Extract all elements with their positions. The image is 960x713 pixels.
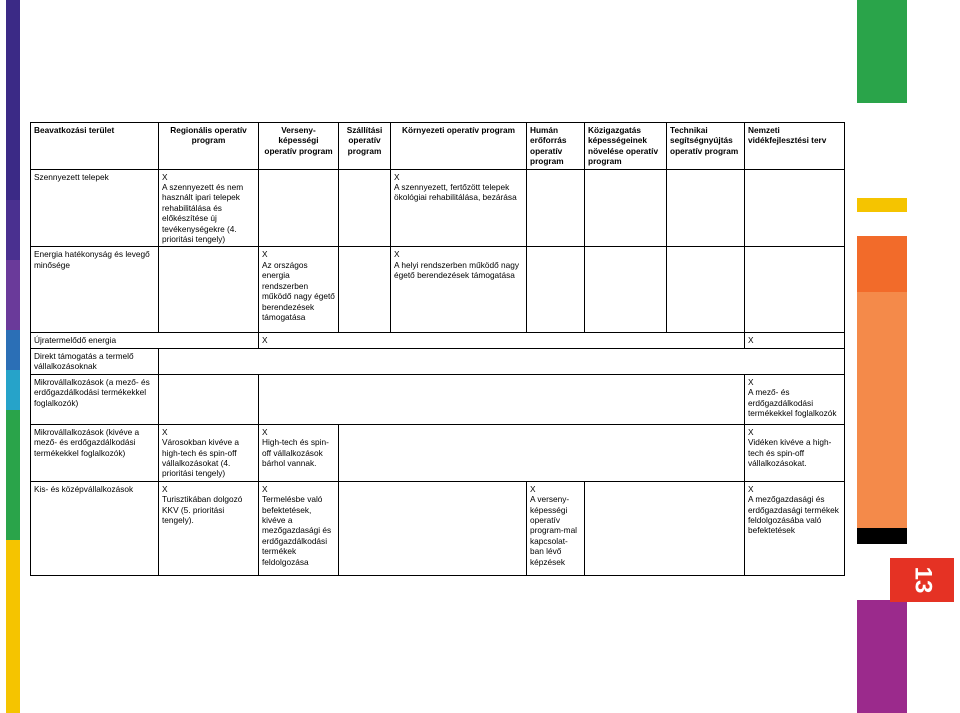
- left-bar-segment: [6, 260, 20, 330]
- cell-regional: X Turisztikában dolgozó KKV (5. prioritási tengely).: [159, 481, 259, 575]
- cell-competitiveness: X Termelésbe való befektetések, kivéve a mezőgazdasági és erdőgazdálkodási termékek feldolgozása: [259, 481, 339, 575]
- right-bar-segment: [857, 600, 907, 713]
- left-bar-segment: [6, 540, 20, 713]
- header-technical: Technikai segítségnyújtás operatív program: [667, 123, 745, 170]
- cell-empty: [745, 169, 845, 247]
- cell-empty: [259, 374, 745, 424]
- header-human: Humán erőforrás operatív program: [527, 123, 585, 170]
- cell-rural: X A mező- és erdőgazdálkodási termékekkel foglalkozók: [745, 374, 845, 424]
- header-area: Beavatkozási terület: [31, 123, 159, 170]
- cell-competitiveness: X: [259, 333, 745, 348]
- right-bar-segment: [857, 198, 907, 212]
- cell-regional: X Városokban kivéve a high-tech és spin-off vállalkozásokat (4. prioritási tengely): [159, 424, 259, 481]
- header-competitiveness: Verseny-képességi operatív program: [259, 123, 339, 170]
- table-row: [31, 247, 845, 333]
- row-area: Kis- és középvállalkozások: [31, 481, 159, 575]
- cell-rural: X Vidéken kivéve a high-tech és spin-off vállalkozásokat.: [745, 424, 845, 481]
- left-bar-segment: [6, 0, 20, 200]
- row-area: Mikrovállalkozások (a mező- és erdőgazdálkodási termékekkel foglalkozók): [31, 374, 159, 424]
- cell-environment: X A szennyezett, fertőzött telepek ökológiai rehabilitálása, bezárása: [391, 169, 527, 247]
- cell-empty: [745, 348, 845, 374]
- cell-empty: [339, 424, 745, 481]
- cell-rural: X: [745, 333, 845, 348]
- left-bar-segment: [6, 370, 20, 410]
- table-row: [31, 374, 845, 424]
- cell-empty: [159, 247, 259, 333]
- cell-empty: [527, 247, 585, 333]
- cell-empty: [585, 169, 667, 247]
- right-bar-segment: [857, 103, 907, 198]
- cell-empty: [667, 169, 745, 247]
- cell-empty: [585, 481, 745, 575]
- row-area: Mikrovállalkozások (kivéve a mező- és erdőgazdálkodási termékekkel foglalkozók): [31, 424, 159, 481]
- header-rural: Nemzeti vidékfejlesztési terv: [745, 123, 845, 170]
- header-transport: Szállítási operatív program: [339, 123, 391, 170]
- left-bar-segment: [6, 410, 20, 540]
- header-environment: Környezeti operatív program: [391, 123, 527, 170]
- table-header-row: [31, 123, 845, 170]
- cell-empty: [667, 247, 745, 333]
- cell-competitiveness: X High-tech és spin-off vállalkozások bárhol vannak.: [259, 424, 339, 481]
- table-row: [31, 481, 845, 575]
- cell-empty: [339, 481, 527, 575]
- row-area: Energia hatékonyság és levegő minősége: [31, 247, 159, 333]
- right-bar-segment: [857, 292, 907, 528]
- table-row: [31, 169, 845, 247]
- right-bar-segment: [857, 212, 907, 236]
- cell-empty: [585, 247, 667, 333]
- table-row: [31, 333, 845, 348]
- left-bar-segment: [6, 200, 20, 260]
- cell-rural: X A mezőgazdasági és erdőgazdasági termékek feldolgozásába való befektetések: [745, 481, 845, 575]
- header-admin: Közigazgatás képességeinek növelése operatív program: [585, 123, 667, 170]
- cell-empty: [527, 169, 585, 247]
- cell-human: X A verseny-képességi operatív program-mal kapcsolat-ban lévő képzések: [527, 481, 585, 575]
- cell-empty: [339, 169, 391, 247]
- row-area: Újratermelődő energia: [31, 333, 259, 348]
- cell-competitiveness: X Az országos energia rendszerben működő nagy égető berendezések támogatása: [259, 247, 339, 333]
- cell-empty: [259, 169, 339, 247]
- cell-empty: [159, 348, 745, 374]
- page-number-tab: [890, 558, 954, 602]
- row-area: Direkt támogatás a termelő vállalkozásoknak: [31, 348, 159, 374]
- cell-empty: [339, 247, 391, 333]
- right-bar-segment: [857, 528, 907, 544]
- right-bar-segment: [857, 236, 907, 292]
- cell-regional: X A szennyezett és nem használt ipari telepek rehabilitálása és előkészítése új tevékenységekre (4. prioritási tengely): [159, 169, 259, 247]
- cell-empty: [159, 374, 259, 424]
- row-area: Szennyezett telepek: [31, 169, 159, 247]
- header-regional: Regionális operatív program: [159, 123, 259, 170]
- page-number: 13: [908, 566, 936, 594]
- table-row: [31, 348, 845, 374]
- left-bar-segment: [6, 330, 20, 370]
- intervention-table: [30, 122, 845, 576]
- cell-environment: X A helyi rendszerben működő nagy égető berendezések támogatása: [391, 247, 527, 333]
- cell-empty: [745, 247, 845, 333]
- table-row: [31, 424, 845, 481]
- right-bar-segment: [857, 0, 907, 103]
